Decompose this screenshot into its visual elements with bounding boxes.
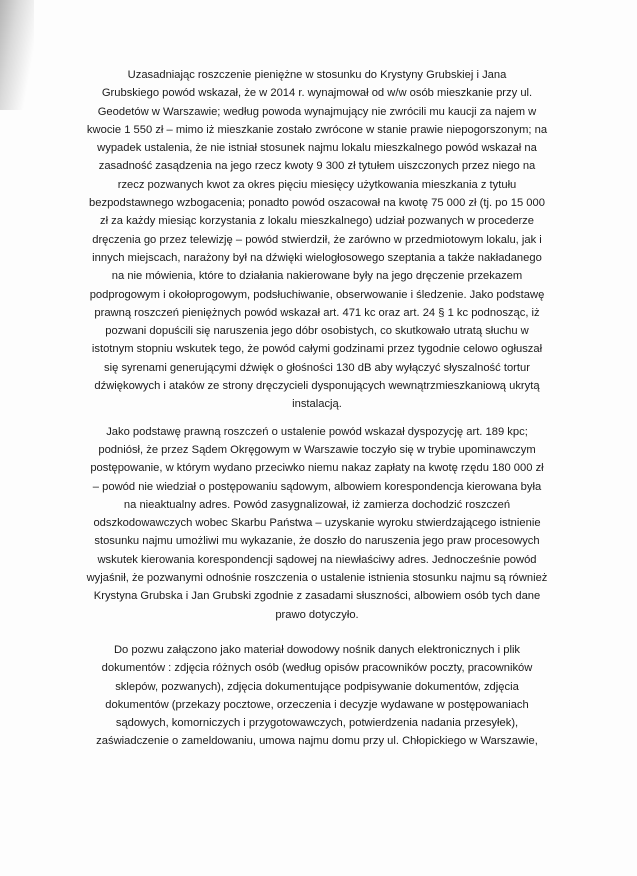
text-line: wypadek ustalenia, że nie istniał stosunek najmu lokalu mieszkalnego powód wskazał na — [97, 142, 537, 155]
text-line: dręczenia go przez telewizję – powód stwierdził, że zarówno w przedmiotowym lokalu, jak i — [92, 233, 542, 246]
paragraph-1 — [70, 66, 564, 414]
text-line: rzecz pozwanych kwot za okres pięciu miesięcy użytkowania mieszkania z tytułu — [117, 178, 517, 191]
text-line: odszkodowawczych wobec Skarbu Państwa – uzyskanie wyroku stwierdzającego istnienie — [93, 517, 541, 530]
text-line: dokumentów : zdjęcia różnych osób (według opisów pracowników poczty, pracowników — [101, 662, 533, 675]
text-line: podprogowym i okołoprogowym, podsłuchiwanie, obserwowanie i śledzenie. Jako podstawę — [89, 288, 545, 301]
text-line: Uzasadniając roszczenie pieniężne w stosunku do Krystyny Grubskiej i Jana — [127, 69, 507, 81]
text-line: prawną roszczeń pieniężnych powód wskazał art. 471 kc oraz art. 24 § 1 kc podnosząc, iż — [94, 306, 540, 319]
text-line: dźwiękowych i ataków ze strony dręczycieli dysponujących wewnątrzmieszkaniową ukrytą — [94, 380, 540, 393]
text-line: wyjaśnił, że pozwanymi odnośnie roszczenia o ustalenie istnienia stosunku najmu są również — [86, 572, 548, 585]
text-line: Jako podstawę prawną roszczeń o ustalenie powód wskazał dyspozycję art. 189 kpc; — [106, 425, 528, 438]
text-line: – powód nie wiedział o postępowaniu sądowym, albowiem korespondencja kierowana była — [92, 480, 542, 493]
text-line: zł za każdy miesiąc korzystania z lokalu mieszkalnego) udział pozwanych w procederze — [99, 215, 535, 228]
scan-shadow — [0, 0, 34, 110]
text-line: stosunku najmu umożliwi mu wykazanie, że doszło do naruszenia jego praw procesowych — [94, 535, 540, 548]
text-line: istotnym stopniu wskutek tego, że powód całymi godzinami przez tygodnie celowo ogłuszał — [91, 343, 543, 356]
text-line: bezpodstawnego wzbogacenia; ponadto powód oszacował na kwotę 75 000 zł (tj. po 15 000 — [89, 197, 545, 210]
text-line: instalacją. — [292, 398, 342, 411]
text-line: Geodetów w Warszawie; według powoda wynajmujący nie zwrócili mu kaucji za najem w — [97, 105, 537, 118]
text-line: Grubskiego powód wskazał, że w 2014 r. wynajmował od w/w osób mieszkanie przy ul. — [101, 87, 533, 100]
text-line: Do pozwu załączono jako materiał dowodowy nośnik danych elektronicznych i plik — [113, 643, 521, 656]
text-line: na nieaktualny adres. Powód zasygnalizował, iż zamierza dochodzić roszczeń — [123, 498, 511, 511]
text-line: postępowanie, w którym wydano przeciwko niemu nakaz zapłaty na kwotę rzędu 180 000 zł — [90, 462, 544, 475]
text-line: sklepów, pozwanych), zdjęcia dokumentujące podpisywanie dokumentów, zdjęcia — [115, 680, 519, 693]
text-line: sądowych, komorniczych i przygotowawczych, potwierdzenia nadania przesyłek), — [115, 717, 519, 730]
text-line: prawo dotyczyło. — [275, 608, 359, 621]
text-line: wskutek kierowania korespondencji sądowej na niewłaściwy adres. Jednocześnie powód — [97, 553, 537, 566]
text-line: kwocie 1 550 zł – mimo iż mieszkanie zostało zwrócone w stanie prawie niepogorszonym; na — [86, 123, 548, 136]
text-line: dokumentów (przekazy pocztowe, orzeczenia i decyzje wydawane w postępowaniach — [105, 698, 529, 711]
paragraph-3 — [70, 641, 564, 751]
paragraph-2 — [70, 423, 564, 624]
text-line: pozwani dopuścili się naruszenia jego dóbr osobistych, co skutkowało utratą słuchu w — [105, 325, 529, 338]
text-line: zaświadczenie o zameldowaniu, umowa najmu domu przy ul. Chłopickiego w Warszawie, — [96, 735, 538, 748]
document-body — [70, 66, 564, 751]
text-line: się syrenami generującymi dźwięk o głośności 130 dB aby wyłączyć słyszalność tortur — [104, 361, 530, 374]
text-line: podniósł, że przez Sądem Okręgowym w Warszawie toczyło się w trybie upominawczym — [98, 443, 536, 456]
text-line: na nie mówienia, które to działania nakierowane były na jego dręczenie przekazem — [111, 270, 523, 283]
text-line: Krystyna Grubska i Jan Grubski zgodnie z zasadami słuszności, albowiem osób tych dane — [93, 590, 541, 603]
text-line: zasadność zasądzenia na jego rzecz kwoty 9 300 zł tytułem uiszczonych przez niego na — [98, 160, 536, 173]
text-line: innych miejscach, narażony był na dźwięki wielogłosowego szeptania a także nakładanego — [92, 251, 542, 264]
